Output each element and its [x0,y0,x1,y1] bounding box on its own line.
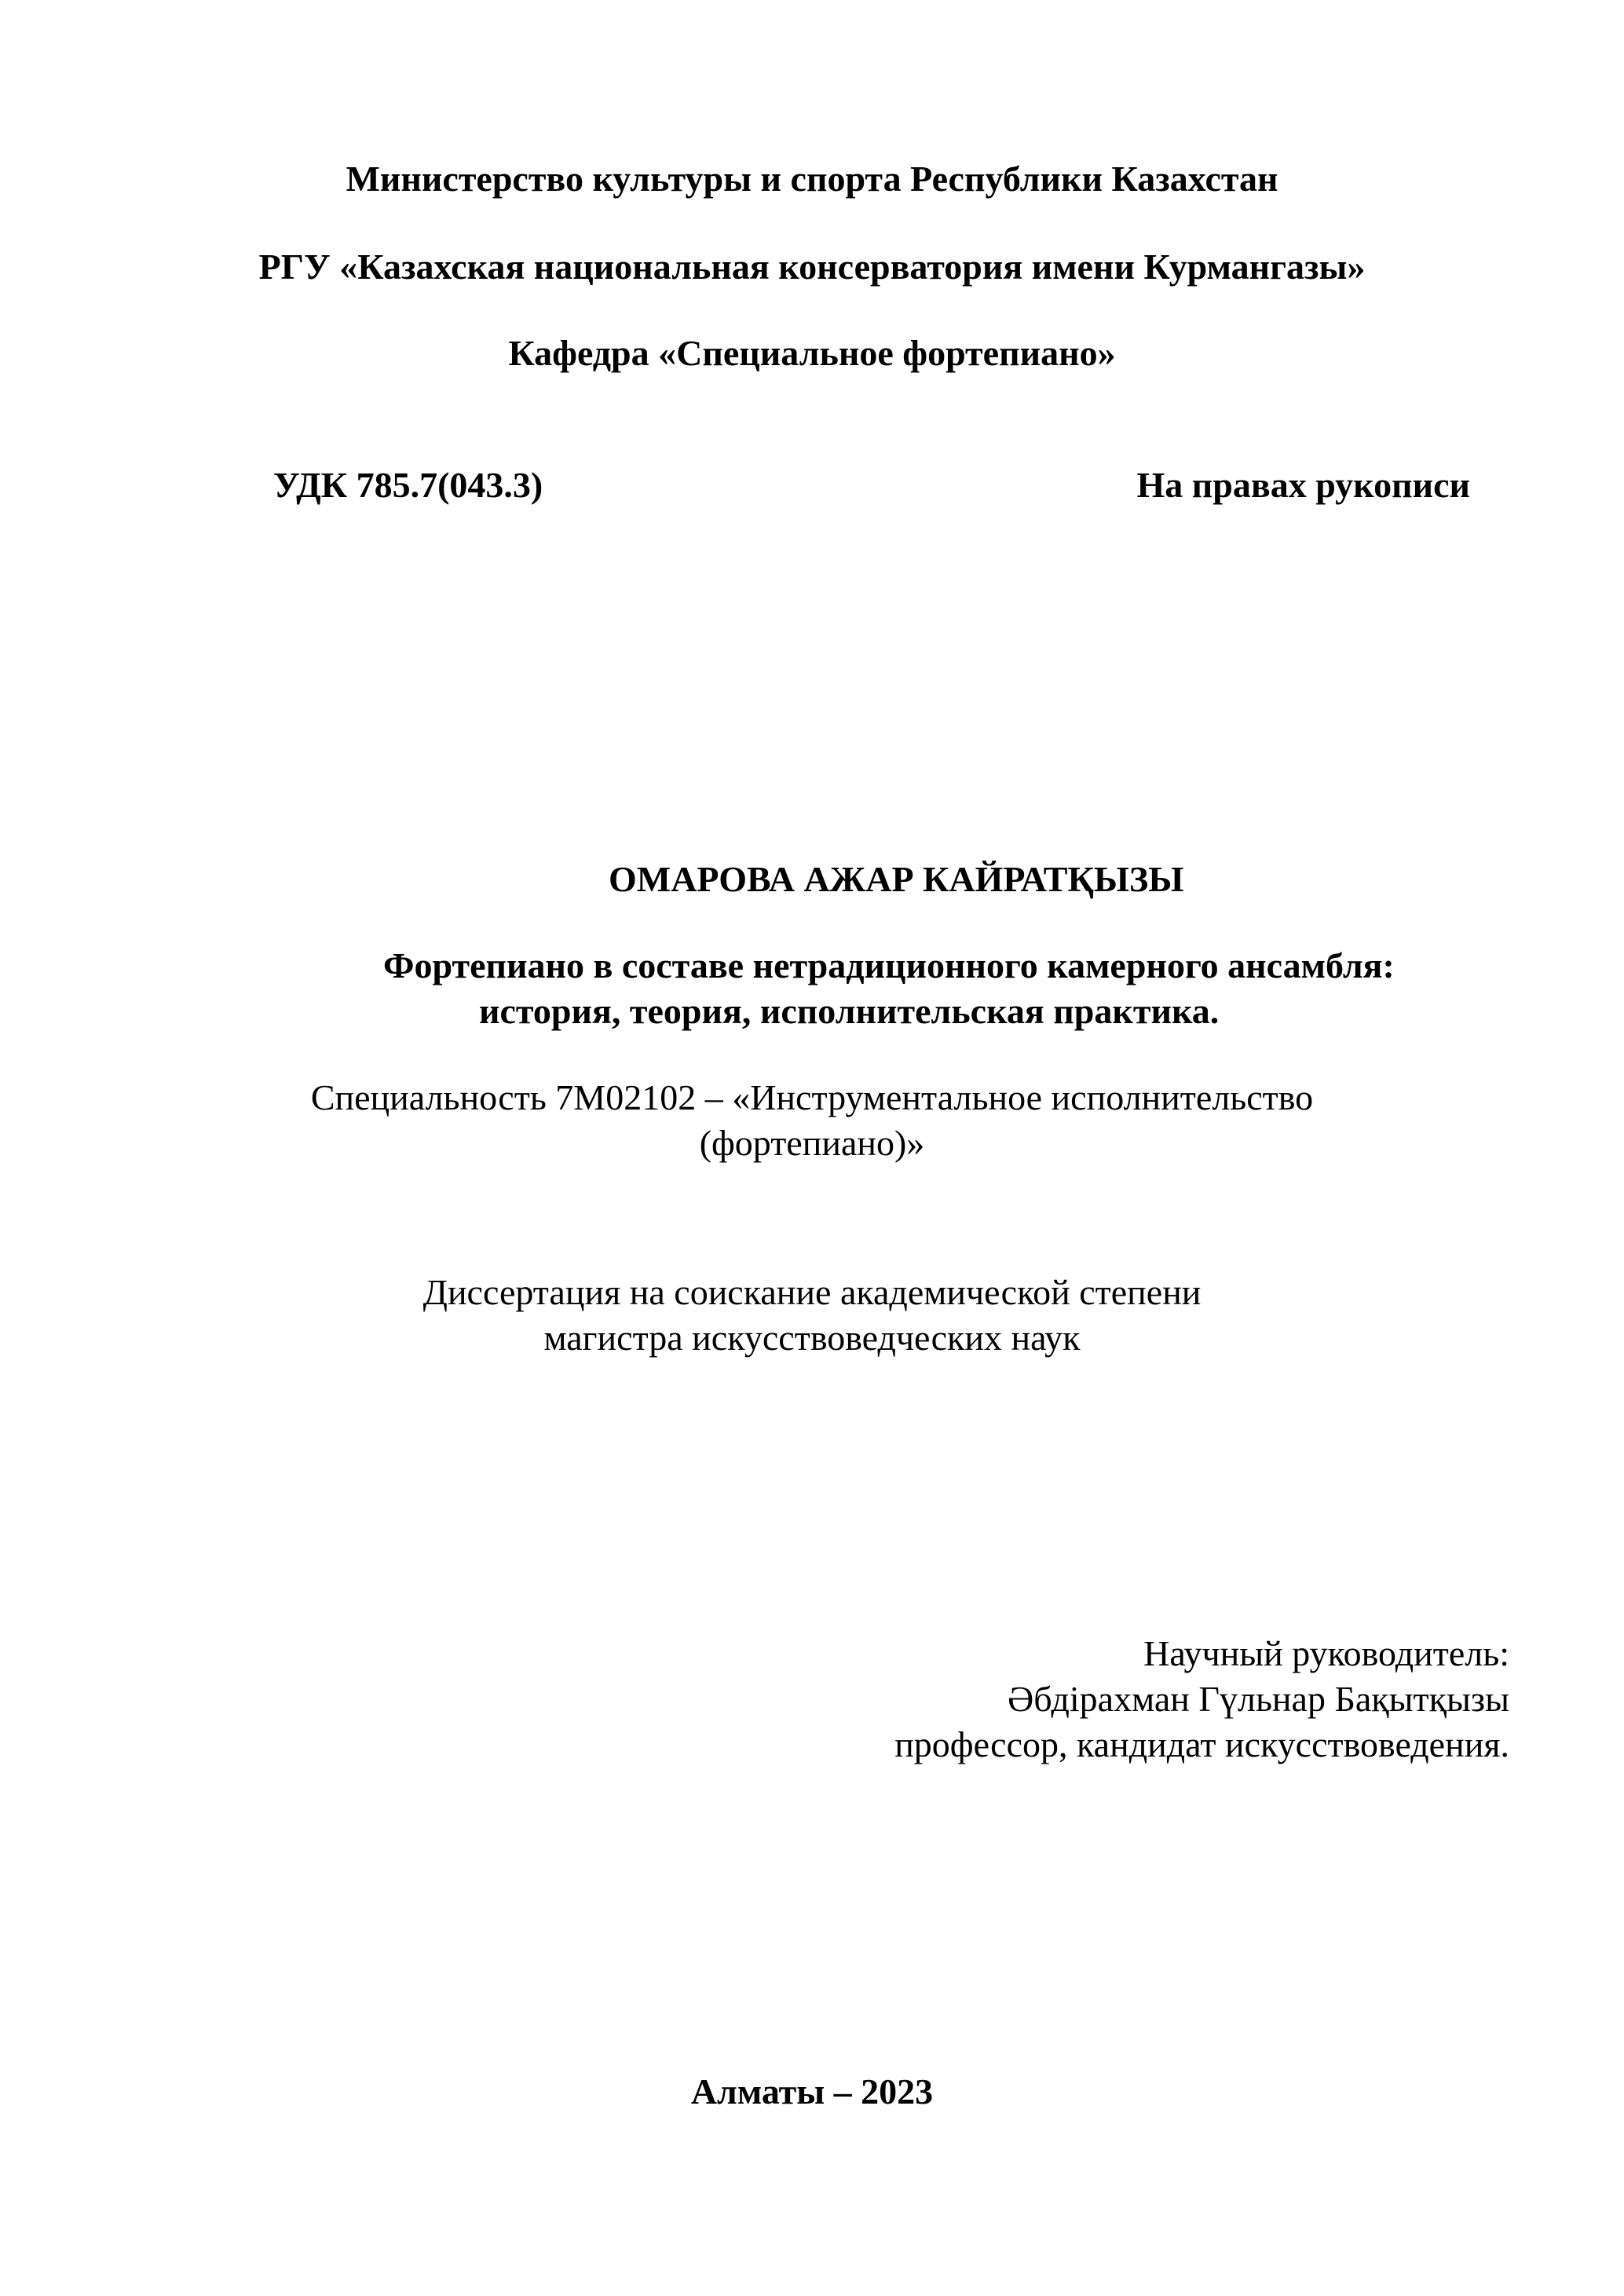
udk-code: УДК 785.7(043.3) [273,465,543,505]
supervisor-title: профессор, кандидат искусствоведения. [894,1724,1509,1764]
city-year: Алматы – 2023 [690,2071,934,2111]
author-name: ОМАРОВА АЖАР КАЙРАТҚЫЗЫ [609,859,1184,899]
supervisor-label: Научный руководитель: [1143,1633,1509,1673]
specialty-line-2: (фортепиано)» [699,1123,925,1163]
department-heading: Кафедра «Специальное фортепиано» [508,333,1116,373]
thesis-title-line-1: Фортепиано в составе нетрадиционного камерного ансамбля: [383,945,1395,985]
supervisor-name: Әбдірахман Гүльнар Бақытқызы [1008,1679,1509,1719]
ministry-heading: Министерство культуры и спорта Республики Казахстан [346,159,1278,199]
manuscript-rights: На правах рукописи [1136,465,1470,505]
institution-heading: РГУ «Казахская национальная консерватория имени Курмангазы» [258,247,1366,287]
specialty-line-1: Специальность 7М02102 – «Инструментальное исполнительство [310,1077,1314,1117]
degree-line-1: Диссертация на соискание академической степени [422,1272,1202,1312]
thesis-title-line-2: история, теория, исполнительская практика. [479,991,1220,1031]
degree-line-2: магистра искусствоведческих наук [543,1318,1081,1358]
